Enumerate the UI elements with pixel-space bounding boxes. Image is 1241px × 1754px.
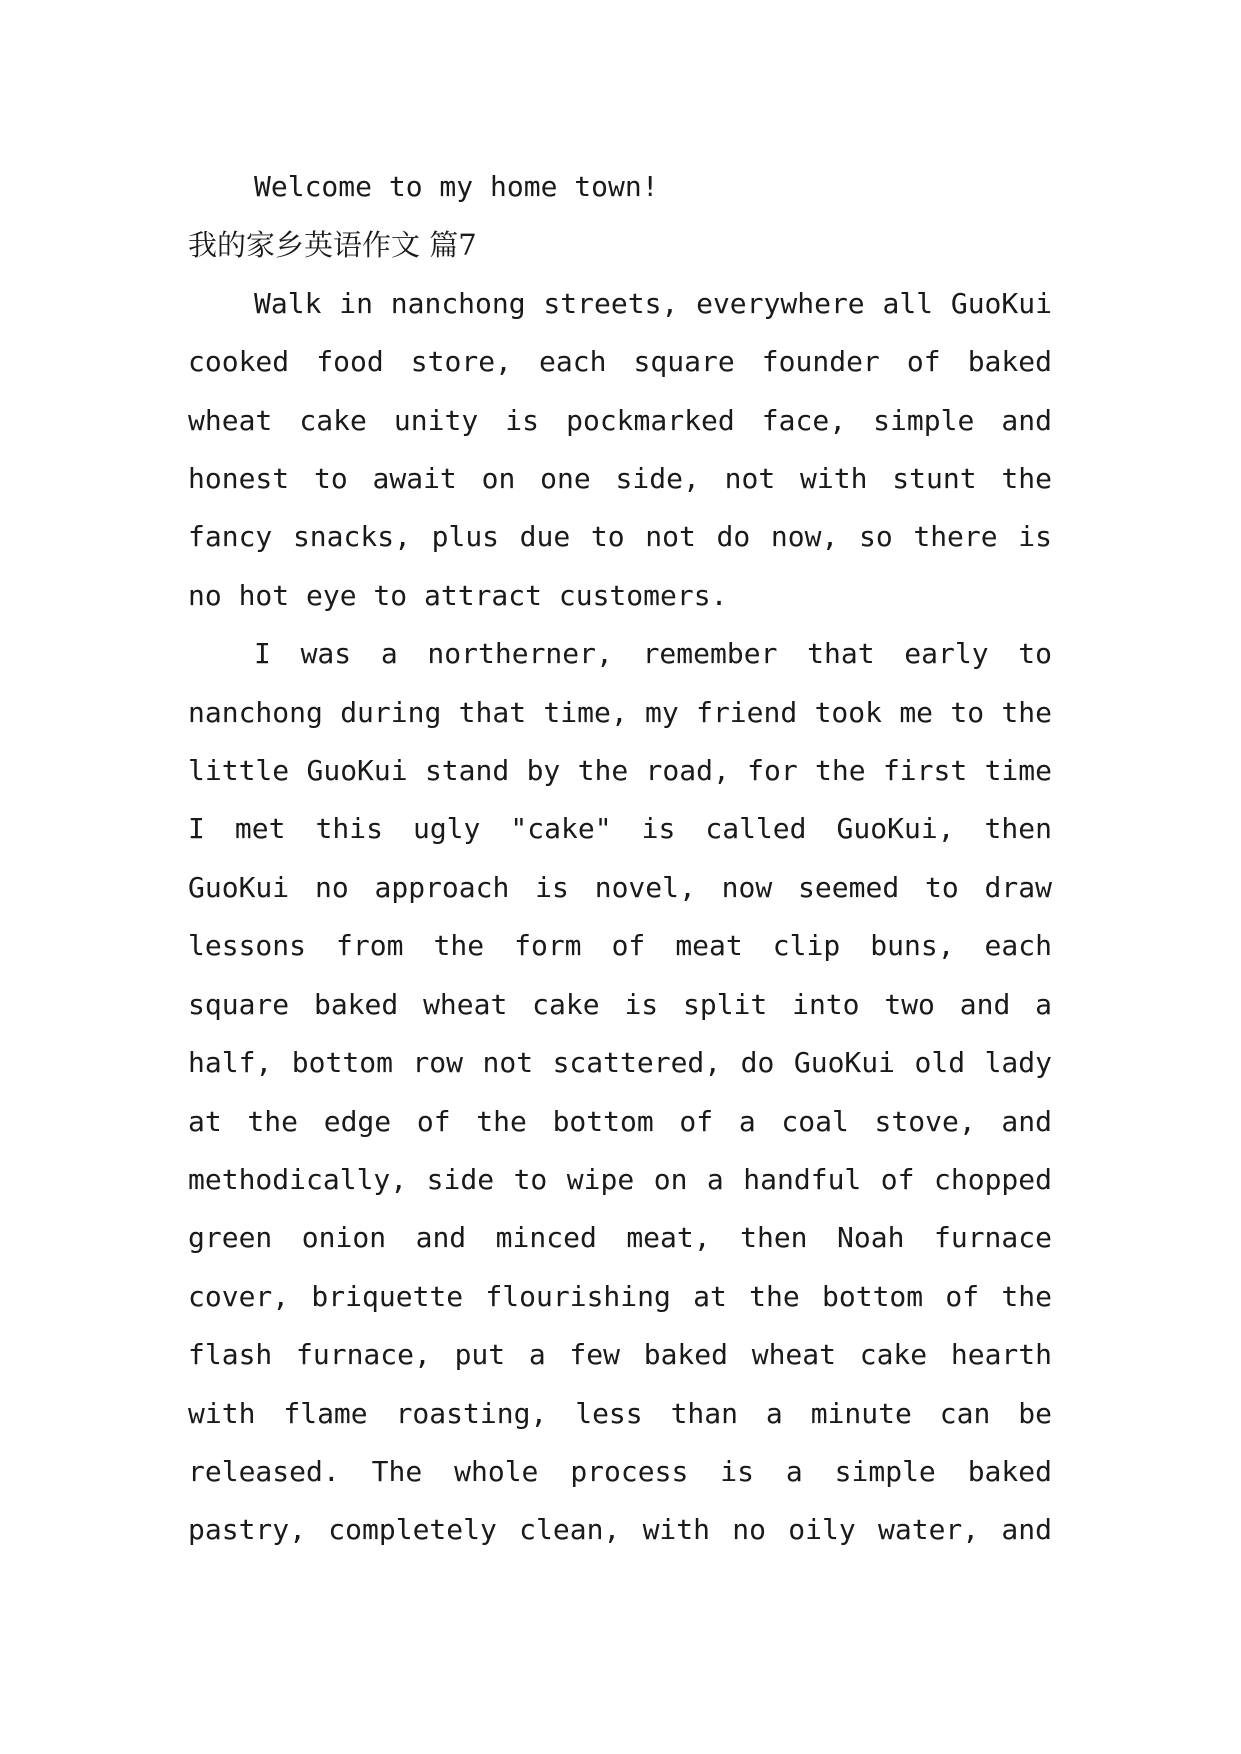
paragraph-line: wheat cake unity is pockmarked face, simple and (188, 403, 1052, 437)
closing-line: Welcome to my home town! (254, 170, 659, 203)
paragraph-line: no hot eye to attract customers. (188, 578, 728, 612)
paragraph-line: GuoKui no approach is novel, now seemed to draw (188, 870, 1052, 904)
paragraph-line: nanchong during that time, my friend took me to the (188, 695, 1052, 729)
paragraph-line: green onion and minced meat, then Noah furnace (188, 1221, 1052, 1255)
paragraph-line: at the edge of the bottom of a coal stove, and (188, 1104, 1052, 1138)
paragraph-2 (188, 625, 1052, 1560)
paragraph-line: lessons from the form of meat clip buns, each (188, 929, 1052, 963)
paragraph-line: honest to await on one side, not with stunt the (188, 462, 1052, 496)
section-heading: 我的家乡英语作文 篇7 (188, 228, 477, 263)
paragraph-line: I was a northerner, remember that early to (254, 637, 1052, 671)
paragraph-line: fancy snacks, plus due to not do now, so there is (188, 520, 1052, 554)
paragraph-line: Walk in nanchong streets, everywhere all GuoKui (254, 286, 1052, 320)
paragraph-line: I met this ugly "cake" is called GuoKui, then (188, 812, 1052, 846)
paragraph-line: little GuoKui stand by the road, for the first time (188, 754, 1052, 788)
paragraph-line: half, bottom row not scattered, do GuoKui old lady (188, 1046, 1052, 1080)
paragraph-line: with flame roasting, less than a minute can be (188, 1396, 1052, 1430)
document-body (188, 158, 1052, 1560)
paragraph-line: released. The whole process is a simple baked (188, 1454, 1052, 1488)
paragraph-line: flash furnace, put a few baked wheat cake hearth (188, 1338, 1052, 1372)
paragraph-line: cooked food store, each square founder of baked (188, 345, 1052, 379)
paragraph-line: methodically, side to wipe on a handful of chopped (188, 1162, 1052, 1196)
paragraph-1 (188, 275, 1052, 625)
paragraph-line: pastry, completely clean, with no oily water, and (188, 1513, 1052, 1547)
paragraph-line: cover, briquette flourishing at the bottom of the (188, 1279, 1052, 1313)
paragraph-line: square baked wheat cake is split into two and a (188, 987, 1052, 1021)
